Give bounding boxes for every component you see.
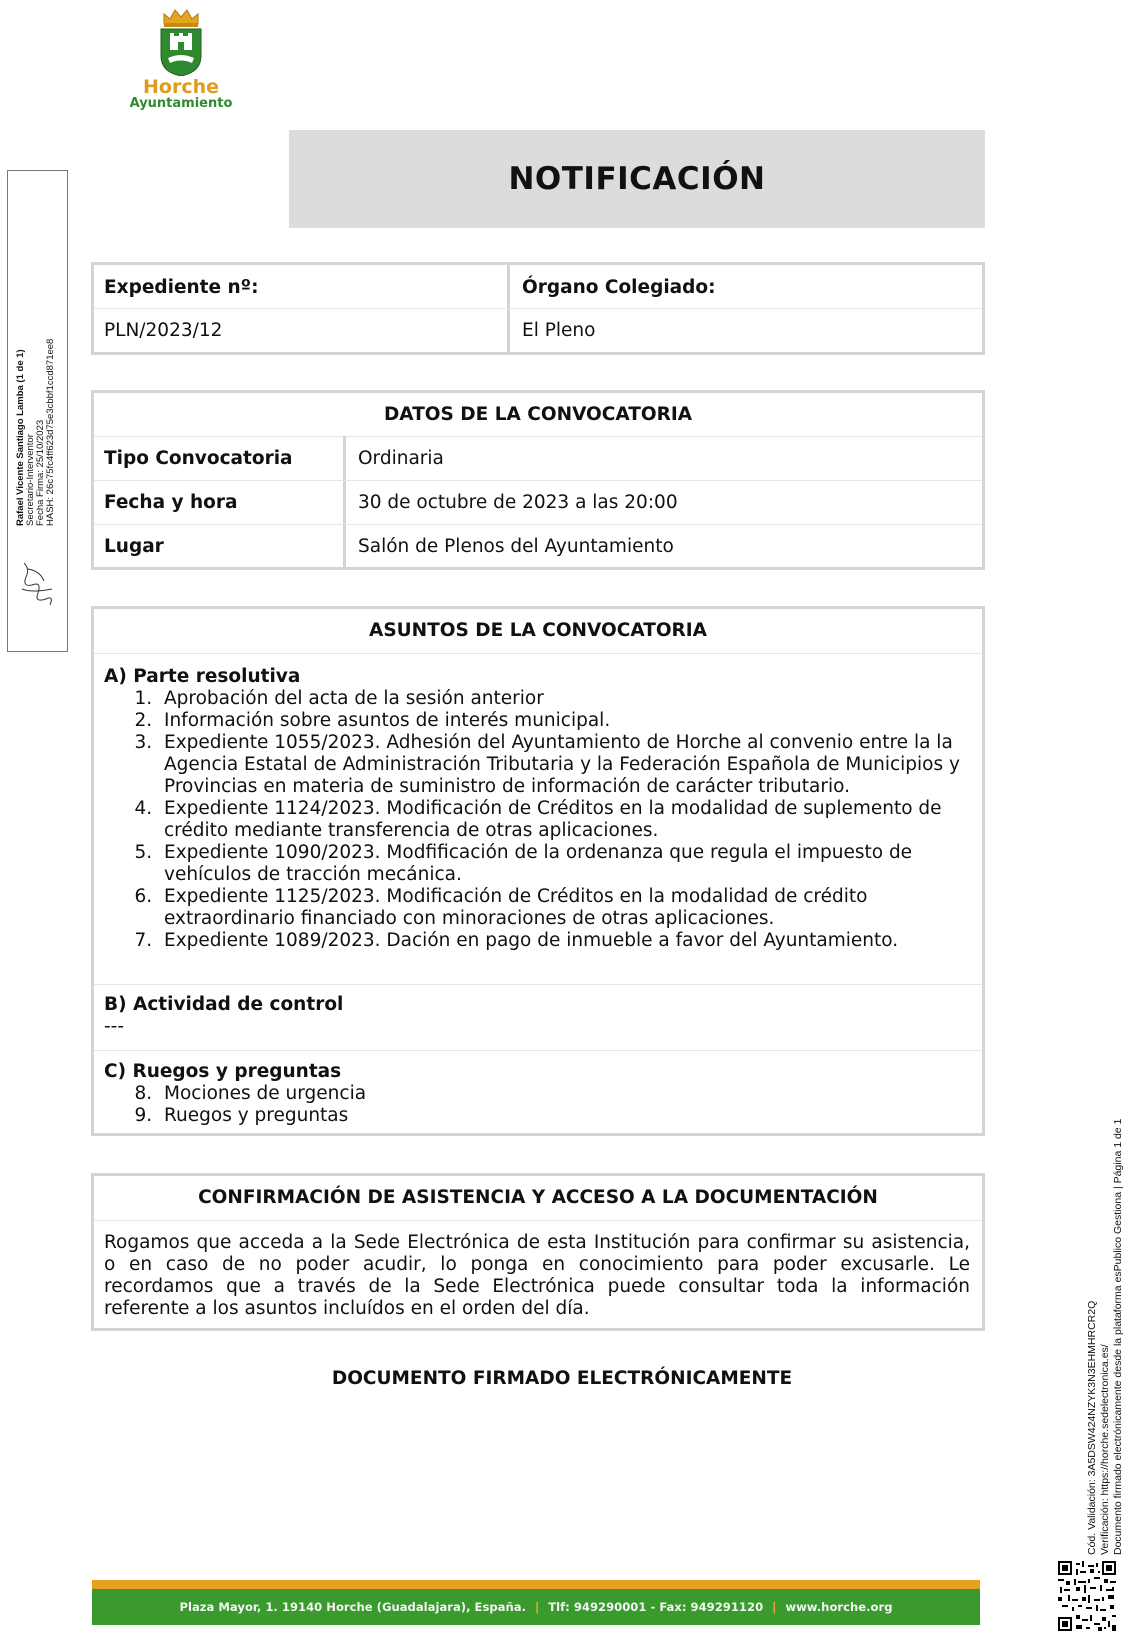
organo-label: Órgano Colegiado: — [522, 277, 716, 298]
section-a-list — [84, 688, 972, 952]
signature-date: Fecha Firma: 25/10/2023 — [35, 419, 46, 526]
list-item: 4. Expediente 1124/2023. Modificación de Créditos en la modalidad de suplemento de crédito mediante transferencia de otras aplicaciones. — [158, 798, 972, 842]
asuntos-convocatoria-box — [91, 606, 985, 1136]
list-item: 2. Información sobre asuntos de interés municipal. — [158, 710, 972, 732]
datos-convocatoria-box — [91, 390, 985, 570]
datos-row-value: 30 de octubre de 2023 a las 20:00 — [358, 492, 678, 513]
signed-note: DOCUMENTO FIRMADO ELECTRÓNICAMENTE — [331, 1368, 793, 1389]
footer-separator: | — [534, 1600, 540, 1614]
confirmacion-heading: CONFIRMACIÓN DE ASISTENCIA Y ACCESO A LA DOCUMENTACIÓN — [198, 1187, 878, 1208]
expediente-value: PLN/2023/12 — [104, 320, 223, 341]
validation-code: Cód. Validación: 3A5DSW424NZYK3N3EHMHRCR2Q — [1086, 1300, 1098, 1555]
list-item: 9. Ruegos y preguntas — [158, 1105, 972, 1127]
coat-of-arms-icon — [158, 6, 204, 76]
list-item: 3. Expediente 1055/2023. Adhesión del Ayuntamiento de Horche al convenio entre la la Agencia Estatal de Administración Tributaria y la Federación Española de Municipios y Provincias en materia de suministro de información de carácter tributario. — [158, 732, 972, 798]
datos-row-value: Salón de Plenos del Ayuntamiento — [358, 536, 674, 557]
confirmacion-body: Rogamos que acceda a la Sede Electrónica de esta Institución para confirmar su asistencia, o en caso de no poder acudir, lo ponga en conocimiento para poder excusarle. Le recordamos que a través de la Sede Electrónica puede consultar toda la información referente a los asuntos incluídos en el orden del día. — [104, 1232, 970, 1319]
section-b-title: B) Actividad de control — [104, 994, 344, 1015]
section-c-list — [84, 1083, 972, 1127]
footer-accent-bar — [92, 1580, 980, 1589]
horche-logo — [128, 6, 234, 112]
logo-name: Horche — [143, 76, 219, 98]
footer-web: www.horche.org — [785, 1600, 893, 1614]
signer-name: Rafael Vicente Santiago Lamba (1 de 1) — [15, 349, 26, 526]
confirmacion-box — [91, 1173, 985, 1331]
list-item: 8. Mociones de urgencia — [158, 1083, 972, 1105]
asuntos-heading: ASUNTOS DE LA CONVOCATORIA — [369, 620, 707, 641]
signature-hash: HASH: 26c75fc4ff623d75e3cbbf1ccd871ee8 — [45, 338, 56, 526]
section-b — [104, 994, 972, 1038]
datos-row-label: Fecha y hora — [104, 492, 238, 513]
qr-code-icon — [1058, 1561, 1116, 1631]
list-item: 6. Expediente 1125/2023. Modificación de Créditos en la modalidad de crédito extraordinario financiado con minoraciones de otras aplicaciones. — [158, 886, 972, 930]
datos-row-value: Ordinaria — [358, 448, 444, 469]
section-b-content: --- — [104, 1016, 125, 1037]
document-title: NOTIFICACIÓN — [508, 161, 766, 197]
handwritten-signature-icon — [16, 559, 60, 609]
datos-heading: DATOS DE LA CONVOCATORIA — [383, 404, 693, 425]
footer-separator: | — [772, 1600, 777, 1614]
footer-bar — [92, 1589, 980, 1625]
list-item: 1. Aprobación del acta de la sesión anterior — [158, 688, 972, 710]
organo-value: El Pleno — [522, 320, 596, 341]
logo-subtitle: Ayuntamiento — [129, 96, 233, 111]
expediente-label: Expediente nº: — [104, 277, 259, 298]
footer-phone: Tlf: 949290001 - Fax: 949291120 — [548, 1600, 764, 1614]
platform-text: Documento firmado electrónicamente desde la plataforma esPublico Gestiona | Página 1 de 1 — [1112, 1118, 1124, 1555]
signature-panel — [7, 170, 68, 652]
title-band — [289, 130, 985, 228]
list-item: 5. Expediente 1090/2023. Modfificación de la ordenanza que regula el impuesto de vehículos de tracción mecánica. — [158, 842, 972, 886]
footer-address: Plaza Mayor, 1. 19140 Horche (Guadalajara), España. — [179, 1600, 526, 1614]
datos-row-label: Tipo Convocatoria — [104, 448, 293, 469]
signer-role: Secretario-Interventor — [25, 434, 36, 526]
verification-url: Verificación: https://horche.sedelectronica.es/ — [1099, 1344, 1111, 1555]
expediente-box — [91, 262, 985, 355]
section-a-title: A) Parte resolutiva — [104, 666, 301, 687]
section-a — [104, 666, 972, 952]
section-c-title: C) Ruegos y preguntas — [104, 1061, 342, 1082]
datos-row-label: Lugar — [104, 536, 164, 557]
section-c — [104, 1061, 972, 1127]
list-item: 7. Expediente 1089/2023. Dación en pago de inmueble a favor del Ayuntamiento. — [158, 930, 972, 952]
